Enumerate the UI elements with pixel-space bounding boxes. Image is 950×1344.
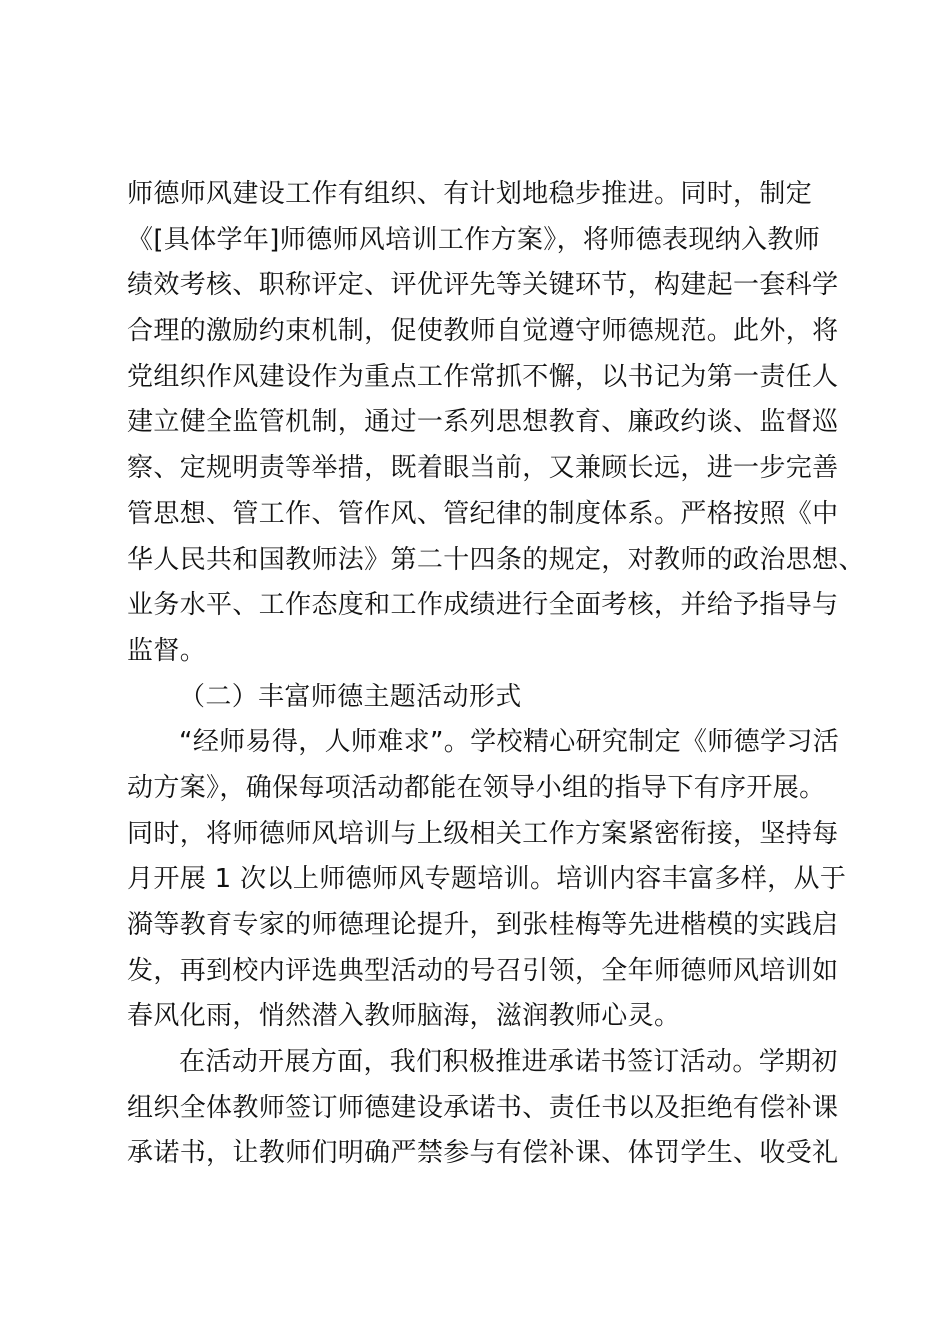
section-heading: （二）丰富师德主题活动形式 <box>179 681 522 712</box>
paragraph-first-line: “经师易得，人师难求”。学校精心研究制定《师德学习活 <box>179 727 840 758</box>
text-line: 《[具体学年]师德师风培训工作方案》，将师德表现纳入教师 <box>127 224 821 255</box>
text-line: 建立健全监管机制，通过一系列思想教育、廉政约谈、监督巡 <box>127 407 839 438</box>
text-line: 合理的激励约束机制，促使教师自觉遵守师德规范。此外，将 <box>127 316 839 347</box>
text-line: 发，再到校内评选典型活动的号召引领，全年师德师风培训如 <box>127 955 839 986</box>
text-line: 师德师风建设工作有组织、有计划地稳步推进。同时，制定 <box>127 179 813 209</box>
text-line: 组织全体教师签订师德建设承诺书、责任书以及拒绝有偿补课 <box>127 1092 839 1123</box>
text-line: 春风化雨，悄然潜入教师脑海，滋润教师心灵。 <box>127 1001 681 1032</box>
text-line: 业务水平、工作态度和工作成绩进行全面考核，并给予指导与 <box>127 590 839 621</box>
text-line: 管思想、管工作、管作风、管纪律的制度体系。严格按照《中 <box>127 498 839 529</box>
text-line: 动方案》，确保每项活动都能在领导小组的指导下有序开展。 <box>127 772 826 803</box>
text-line: 监督。 <box>127 635 207 666</box>
text-line: 华人民共和国教师法》第二十四条的规定，对教师的政治思想、 <box>127 544 865 575</box>
text-line: 漪等教育专家的师德理论提升，到张桂梅等先进楷模的实践启 <box>127 910 839 940</box>
text-line: 绩效考核、职称评定、评优评先等关键环节，构建起一套科学 <box>127 270 839 301</box>
text-line: 同时，将师德师风培训与上级相关工作方案紧密衔接，坚持每 <box>127 818 839 849</box>
paragraph-first-line: 在活动开展方面，我们积极推进承诺书签订活动。学期初 <box>179 1047 838 1078</box>
text-line: 党组织作风建设作为重点工作常抓不懈，以书记为第一责任人 <box>127 361 839 392</box>
text-line: 月开展 1 次以上师德师风专题培训。培训内容丰富多样，从于 <box>127 864 847 895</box>
text-line: 察、定规明责等举措，既着眼当前，又兼顾长远，进一步完善 <box>127 453 839 484</box>
body-text <box>127 172 865 1177</box>
text-line: 承诺书，让教师们明确严禁参与有偿补课、体罚学生、收受礼 <box>127 1138 839 1169</box>
